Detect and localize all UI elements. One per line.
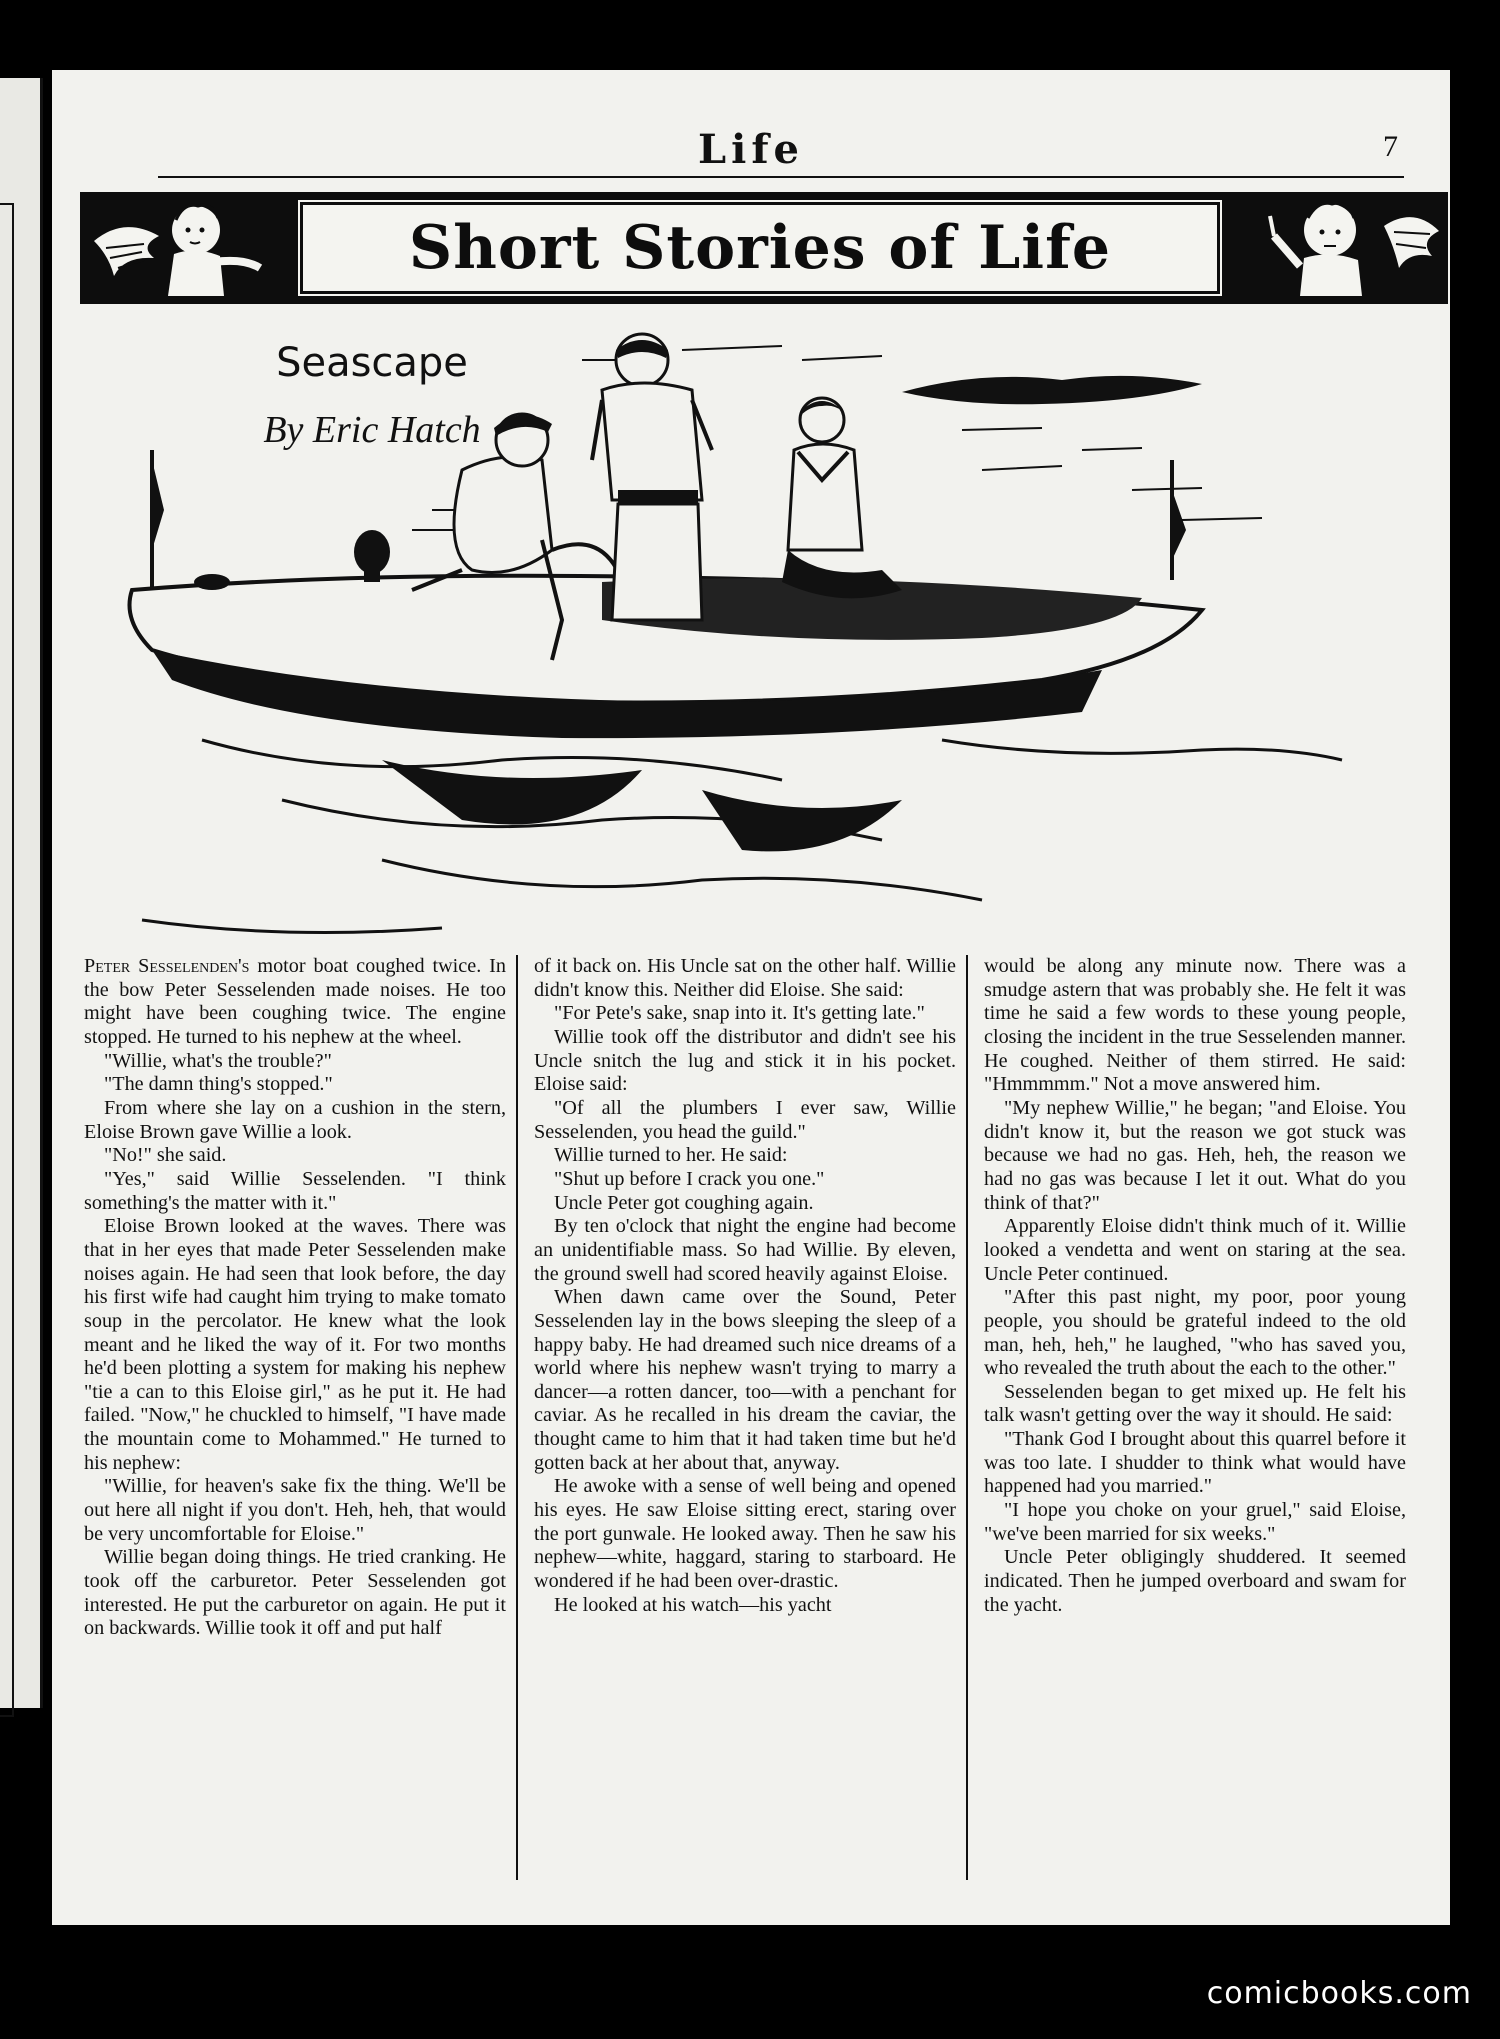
story-paragraph — [984, 1381, 1406, 1428]
paragraph-text: "After this past night, my poor, poor young people, you should be grateful indeed to the old man, heh, heh," he laughed, "who has saved you, who revealed the truth about the each to the other." — [984, 1286, 1406, 1380]
paragraph-text: "Thank God I brought about this quarrel before it was too late. I shudder to think what would have happened had you married." — [984, 1428, 1406, 1498]
watermark: comicbooks.com — [1206, 1976, 1472, 2011]
adjacent-page-edge — [0, 78, 43, 1708]
paragraph-text: "I hope you choke on your gruel," said Eloise, "we've been married for six weeks." — [984, 1499, 1406, 1545]
paragraph-text: Willie took off the distributor and didn't see his Uncle snitch the lug and stick it in his pocket. Eloise said: — [534, 1025, 956, 1096]
paragraph-text: He awoke with a sense of well being and opened his eyes. He saw Eloise sitting erect, staring over the port gunwale. He looked away. Then he saw his nephew—white, haggard, staring to starboard. He wondered if he had been over-drastic. — [534, 1475, 956, 1593]
column-3 — [984, 955, 1406, 1880]
story-byline: By Eric Hatch — [263, 409, 481, 451]
story-paragraph — [534, 1002, 956, 1026]
adjacent-page-border — [0, 203, 14, 1717]
story-paragraph — [84, 1215, 506, 1475]
paragraph-text: would be along any minute now. There was a smudge astern that was probably she. He felt it was time he said a few words to these young people, closing the incident in the true Sesselenden manner. He coughed. Neither of them stirred. He said: "Hmmmmm." Not a move answered him. — [984, 955, 1406, 1096]
story-paragraph — [84, 1475, 506, 1546]
masthead-rule — [158, 176, 1404, 178]
paragraph-text: Willie began doing things. He tried cranking. He took off the carburetor. Peter Sesselenden got interested. He put the carburetor on again. He put it on backwards. Willie took it off and put half — [84, 1546, 506, 1640]
story-paragraph — [984, 1097, 1406, 1215]
column-divider — [966, 955, 968, 1880]
story-paragraph — [84, 1097, 506, 1144]
paragraph-text: "Willie, what's the trouble?" — [104, 1049, 332, 1072]
story-title: Seascape — [276, 340, 468, 386]
paragraph-text: "No!" she said. — [104, 1144, 227, 1167]
story-paragraph — [84, 1073, 506, 1097]
paragraph-text: of it back on. His Uncle sat on the other half. Willie didn't know this. Neither did Eloise. She said: — [534, 955, 956, 1001]
story-paragraph — [984, 1499, 1406, 1546]
paragraph-text: Willie turned to her. He said: — [554, 1144, 788, 1167]
magazine-logo: Life — [698, 126, 804, 173]
story-paragraph — [534, 1144, 956, 1168]
story-paragraph — [984, 1215, 1406, 1286]
story-paragraph — [84, 1546, 506, 1641]
magazine-page — [52, 70, 1450, 1925]
paragraph-text: "Yes," said Willie Sesselenden. "I think something's the matter with it." — [84, 1167, 506, 1214]
paragraph-text: Apparently Eloise didn't think much of it. Willie looked a vendetta and went on staring at the sea. Uncle Peter continued. — [984, 1215, 1406, 1285]
paragraph-text: "The damn thing's stopped." — [104, 1073, 333, 1096]
paragraph-text: "Of all the plumbers I ever saw, Willie Sesselenden, you head the guild." — [534, 1096, 956, 1143]
paragraph-text: He looked at his watch—his yacht — [554, 1593, 832, 1616]
motorboat-illustration — [82, 320, 1402, 960]
story-paragraph — [534, 1286, 956, 1475]
story-paragraph — [984, 1546, 1406, 1617]
banner-title-box — [300, 202, 1220, 294]
paragraph-text: "Willie, for heaven's sake fix the thing. We'll be out here all night if you don't. Heh, heh, that would be very uncomfortable for Eloise." — [84, 1475, 506, 1545]
paragraph-text: From where she lay on a cushion in the stern, Eloise Brown gave Willie a look. — [84, 1096, 506, 1143]
story-paragraph — [84, 1144, 506, 1168]
story-paragraph — [984, 955, 1406, 1097]
paragraph-text: motor boat coughed twice. In the bow Peter Sesselenden made noises. He too might have been coughing twice. The engine stopped. He turned to his nephew at the wheel. — [84, 955, 506, 1048]
paragraph-text: When dawn came over the Sound, Peter Sesselenden lay in the bows sleeping the sleep of a happy baby. He had dreamed such nice dreams of a world where his nephew wasn't trying to marry a dancer—a rotten dancer, too—with a penchant for caviar. As he recalled in his dream the caviar, the thought came to him that it had taken time but he'd gotten back at her about that, anyway. — [534, 1286, 956, 1474]
column-1 — [84, 955, 506, 1880]
paragraph-text: Uncle Peter obligingly shuddered. It seemed indicated. Then he jumped overboard and swam for the yacht. — [984, 1546, 1406, 1616]
story-paragraph — [534, 1026, 956, 1097]
paragraph-text: "My nephew Willie," he began; "and Eloise. You didn't know it, but the reason we got stuck was because we had no gas. Heh, heh, the reason we had no gas was because I let it out. What do you think of that?" — [984, 1096, 1406, 1214]
story-paragraph — [84, 1168, 506, 1215]
column-divider — [516, 955, 518, 1880]
column-2 — [534, 955, 956, 1880]
story-paragraph — [534, 1215, 956, 1286]
section-banner — [80, 192, 1448, 304]
story-paragraph — [84, 1050, 506, 1074]
paragraph-text: "For Pete's sake, snap into it. It's getting late." — [554, 1002, 925, 1025]
story-paragraph — [534, 1594, 956, 1618]
paragraph-text: "Shut up before I crack you one." — [554, 1167, 825, 1190]
story-paragraph — [534, 955, 956, 1002]
story-paragraph — [534, 1168, 956, 1192]
story-paragraph — [84, 955, 506, 1050]
story-paragraph — [984, 1286, 1406, 1381]
paragraph-text: Uncle Peter got coughing again. — [554, 1191, 814, 1214]
story-paragraph — [984, 1428, 1406, 1499]
cherub-left-icon — [84, 196, 294, 300]
cherub-right-icon — [1234, 196, 1444, 300]
story-lead-in: Peter Sesselenden's — [84, 955, 250, 977]
paragraph-text: Sesselenden began to get mixed up. He felt his talk wasn't getting over the way it should. He said: — [984, 1380, 1406, 1427]
story-paragraph — [534, 1192, 956, 1216]
story-columns — [84, 955, 1404, 1885]
banner-title: Short Stories of Life — [408, 213, 1112, 283]
paragraph-text: By ten o'clock that night the engine had become an unidentifiable mass. So had Willie. By eleven, the ground swell had scored heavily against Eloise. — [534, 1215, 956, 1285]
paragraph-text: Eloise Brown looked at the waves. There was that in her eyes that made Peter Sesselenden make noises again. He had seen that look before, the day his first wife had caught him trying to make tomato soup in the percolator. He knew what the look meant and he liked the way of it. For two months he'd been plotting a system for making his nephew "tie a can to this Eloise girl," as he put it. He had failed. "Now," he chuckled to himself, "I have made the mountain come to Mohammed." He turned to his nephew: — [84, 1215, 506, 1474]
page-number: 7 — [1383, 130, 1398, 163]
masthead — [52, 126, 1450, 173]
story-paragraph — [534, 1097, 956, 1144]
story-paragraph — [534, 1475, 956, 1593]
